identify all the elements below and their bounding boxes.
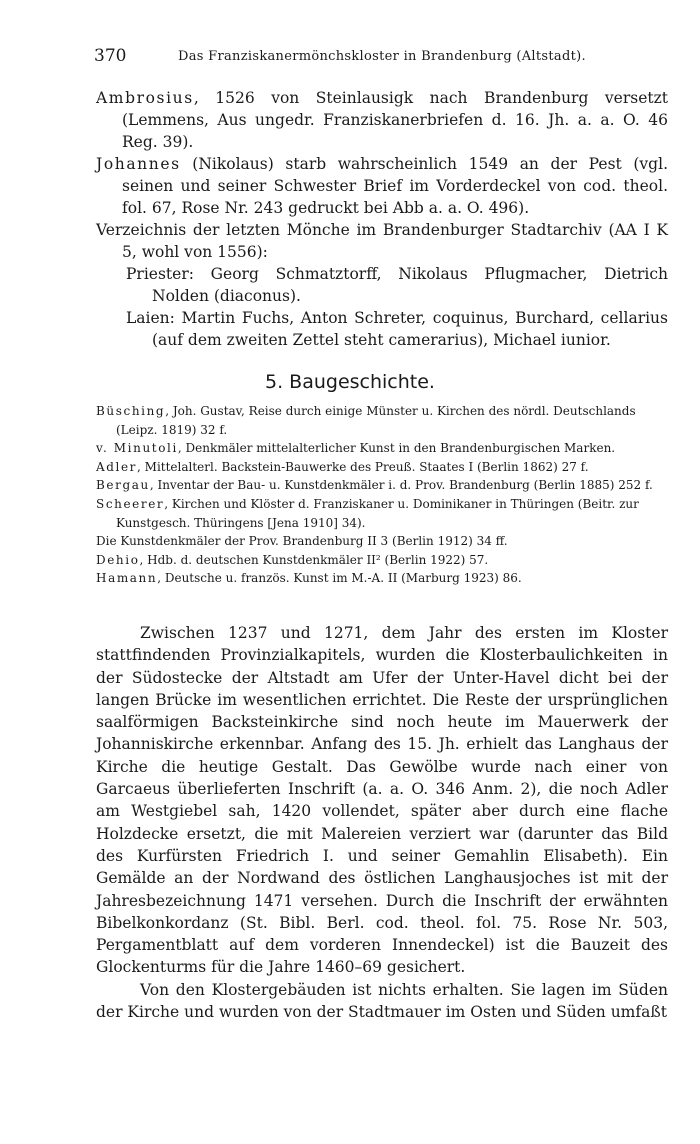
sub-entry-text: Laien: Martin Fuchs, Anton Schreter, coquinus, Burchard, cellarius (auf dem zweiten Zettel steht camerarius), Michael iunior. [126,309,668,349]
page-number: 370 [94,46,127,66]
bib-author: Scheerer [96,496,165,511]
bib-entry [96,532,672,551]
running-title: Das Franziskanermönchskloster in Brandenburg (Altstadt). [178,49,586,64]
bibliography [96,402,672,588]
list-entry [96,153,668,219]
bib-author: Büsching [96,404,166,418]
bib-author: Dehio [96,552,140,567]
entry-name: Johannes [96,155,181,173]
bib-text: , Deutsche u. französ. Kunst im M.-A. II (Marburg 1923) 86. [157,571,522,586]
paragraph: Zwischen 1237 und 1271, dem Jahr des ersten im Kloster stattfindenden Provinzialkapitels, wurden die Klosterbaulichkeiten in der Südostecke der Altstadt am Ufer der Unter-Havel dicht bei der langen Brücke im wesentlichen errichtet. Die Reste der ursprünglichen saalförmigen Backsteinkirche sind noch heute im Mauerwerk der Johanniskirche erkennbar. Anfang des 15. Jh. erhielt das Langhaus der Kirche die heutige Gestalt. Das Gewölbe wurde nach einer von Garcaeus überlieferten Inschrift (a. a. O. 346 Anm. 2), die noch Adler am Westgiebel sah, 1420 vollendet, später aber durch eine flache Holzdecke ersetzt, die mit Malereien verziert war (darunter das Bild des Kurfürsten Friedrich I. und seiner Gemahlin Elisabeth). Ein Gemälde an der Nordwand des östlichen Langhausjoches ist mit der Jahresbezeichnung 1471 versehen. Durch die Inschrift der erwähnten Bibelkonkordanz (St. Bibl. Berl. cod. theol. fol. 75. Rose Nr. 503, Pergamentblatt auf dem vorderen Innendeckel) ist die Bauzeit des Glockenturms für die Jahre 1460–69 gesichert. [96,624,668,977]
bib-text: , Joh. Gustav, Reise durch einige Münster u. Kirchen des nördl. Deutschlands (Leipz. 1819) 32 f. [116,404,636,437]
paragraph: Von den Klostergebäuden ist nichts erhalten. Sie lagen im Süden der Kirche und wurden von der Stadtmauer im Osten und Süden umfaßt [96,980,668,1022]
sub-entry-text: Priester: Georg Schmatztorff, Nikolaus Pflugmacher, Dietrich Nolden (diaconus). [126,265,668,305]
bib-entry [96,476,672,495]
bib-entry [96,569,672,588]
entry-name: Ambrosius [96,89,194,107]
bib-entry [96,495,672,532]
sub-entry [126,263,668,307]
bib-entry [96,402,672,439]
entry-text: , 1526 von Steinlausigk nach Brandenburg versetzt (Lemmens, Aus ungedr. Franziskanerbriefen d. 16. Jh. a. a. O. 46 Reg. 39). [122,89,668,151]
bib-text: , Denkmäler mittelalterlicher Kunst in den Brandenburgischen Marken. [177,441,616,456]
sub-entry [126,307,668,351]
page-header [94,46,680,70]
bib-entry [96,458,672,477]
entry-text: Verzeichnis der letzten Mönche im Brandenburger Stadtarchiv (AA I K 5, wohl von 1556): [96,221,668,261]
bib-text: Die Kunstdenkmäler der Prov. Brandenburg II 3 (Berlin 1912) 34 ff. [96,534,508,549]
bib-author: Bergau [96,478,150,493]
bib-text: , Hdb. d. deutschen Kunstdenkmäler II² (Berlin 1922) 57. [139,552,489,567]
entry-text: (Nikolaus) starb wahrscheinlich 1549 an der Pest (vgl. seinen und seiner Schwester Brief im Vorderdeckel von cod. theol. fol. 67, Rose Nr. 243 gedruckt bei Abb a. a. O. 496). [122,155,668,217]
bib-text: , Mittelalterl. Backstein-Bauwerke des Preuß. Staates I (Berlin 1862) 27 f. [137,459,589,474]
section-heading: 5. Baugeschichte. [265,371,435,393]
bib-entry [96,439,672,458]
list-entry [96,87,668,153]
list-entry [96,219,668,263]
bib-author: Hamann [96,571,158,586]
bib-author: v. Minutoli [96,441,178,456]
bib-author: Adler [96,459,138,474]
bib-text: , Kirchen und Klöster d. Franziskaner u. Dominikaner in Thüringen (Beitr. zur Kunstgesch. Thüringens [Jena 1910] 34). [116,496,639,530]
bib-text: , Inventar der Bau- u. Kunstdenkmäler i. d. Prov. Brandenburg (Berlin 1885) 252 f. [149,478,653,493]
bib-entry [96,551,672,570]
body-text [96,622,668,1023]
name-list [96,87,668,351]
